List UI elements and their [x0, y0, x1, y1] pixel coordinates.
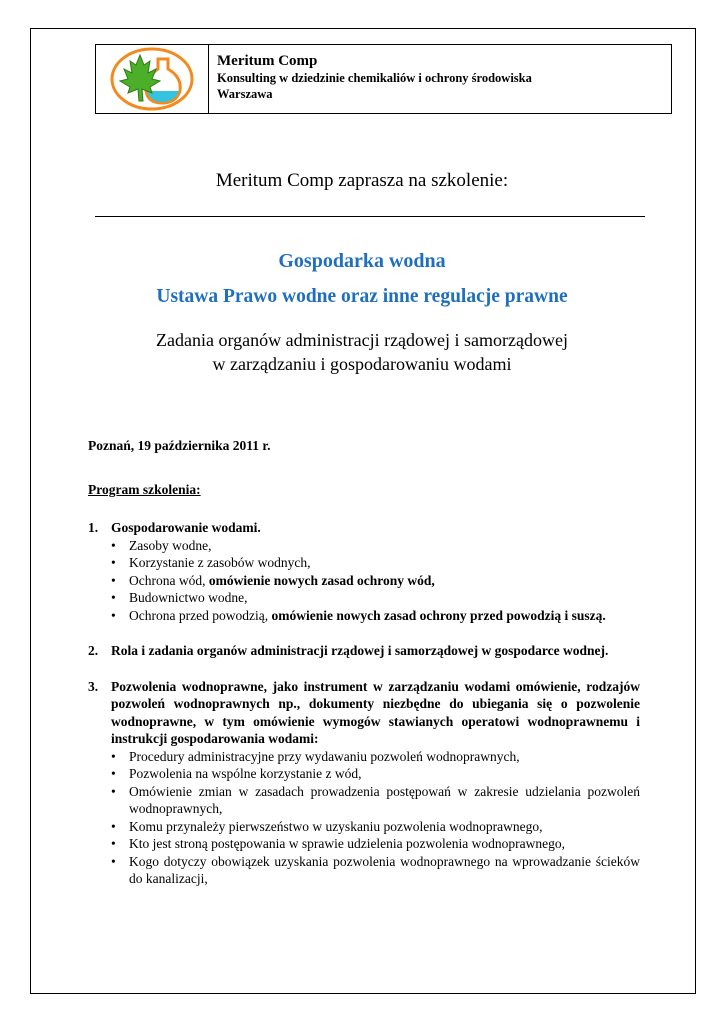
- company-info: [209, 45, 532, 113]
- list-item: • Budownictwo wodne,: [111, 590, 248, 605]
- training-title: Gospodarka wodna: [278, 250, 446, 272]
- bullet-icon: •: [111, 748, 116, 764]
- training-subtitle: Ustawa Prawo wodne oraz inne regulacje prawne: [156, 286, 568, 307]
- maple-leaf-flask-logo-icon: [110, 47, 194, 111]
- program-heading: Program szkolenia:: [88, 482, 201, 497]
- section-number: 1.: [88, 520, 99, 535]
- company-tagline: Konsulting w dziedzinie chemikaliów i ochrony środowiska: [217, 71, 532, 85]
- invitation-text: Meritum Comp zaprasza na szkolenie:: [215, 170, 509, 191]
- bullet-icon: •: [111, 555, 116, 570]
- list-item: • Ochrona przed powodzią, omówienie nowych zasad ochrony przed powodzią i suszą.: [111, 607, 606, 623]
- list-item: • Ochrona wód, omówienie nowych zasad ochrony wód,: [111, 572, 435, 588]
- list-item: • Korzystanie z zasobów wodnych,: [111, 555, 311, 570]
- list-item: • Komu przynależy pierwszeństwo w uzyskaniu pozwolenia wodnoprawnego,: [111, 818, 543, 834]
- scope-line-1: Zadania organów administracji rządowej i samorządowej: [155, 330, 568, 350]
- divider-line: [95, 216, 645, 217]
- company-city: Warszawa: [217, 87, 273, 101]
- bullet-icon: •: [111, 853, 116, 869]
- event-date: Poznań, 19 października 2011 r.: [88, 438, 271, 453]
- list-item: • Pozwolenia na wspólne korzystanie z wód,: [111, 766, 362, 781]
- program-section: [88, 519, 640, 624]
- bullet-icon: •: [111, 590, 116, 605]
- program-section: [88, 642, 640, 660]
- section-title: Pozwolenia wodnoprawne, jako instrument w zarządzaniu wodami omówienie, rodzajów pozwoleń wodnoprawnych np., dokumenty niezbędne do ubiegania się o pozwolenie wodnoprawne, w tym omówienie wymogów stawianych operatowi wodnoprawnemu i instrukcji gospodarowania wodami:: [111, 678, 640, 746]
- company-name: Meritum Comp: [217, 53, 318, 69]
- letterhead: [95, 44, 672, 114]
- bullet-icon: •: [111, 836, 116, 851]
- list-item: • Kto jest stroną postępowania w sprawie udzielenia pozwolenia wodnoprawnego,: [111, 836, 566, 851]
- bullet-icon: •: [111, 766, 116, 781]
- bullet-icon: •: [111, 783, 116, 799]
- section-number: 2.: [88, 643, 99, 658]
- training-scope: [0, 328, 724, 376]
- list-item: • Kogo dotyczy obowiązek uzyskania pozwolenia wodnoprawnego na wprowadzanie ścieków do kanalizacji,: [111, 853, 640, 886]
- bullet-icon: •: [111, 572, 116, 588]
- scope-line-2: w zarządzaniu i gospodarowaniu wodami: [212, 354, 512, 374]
- logo-cell: [96, 45, 209, 113]
- bullet-icon: •: [111, 607, 116, 623]
- bullet-icon: •: [111, 818, 116, 834]
- section-title: Gospodarowanie wodami.: [111, 520, 261, 535]
- program-section: [88, 678, 640, 888]
- section-title: Rola i zadania organów administracji rządowej i samorządowej w gospodarce wodnej.: [111, 643, 609, 658]
- program-list: [88, 519, 640, 888]
- section-number: 3.: [88, 678, 99, 694]
- list-item: • Zasoby wodne,: [111, 537, 212, 553]
- bullet-icon: •: [111, 537, 116, 553]
- list-item: • Procedury administracyjne przy wydawaniu pozwoleń wodnoprawnych,: [111, 748, 520, 764]
- list-item: • Omówienie zmian w zasadach prowadzenia postępowań w zakresie udzielania pozwoleń wodnoprawnych,: [111, 783, 640, 816]
